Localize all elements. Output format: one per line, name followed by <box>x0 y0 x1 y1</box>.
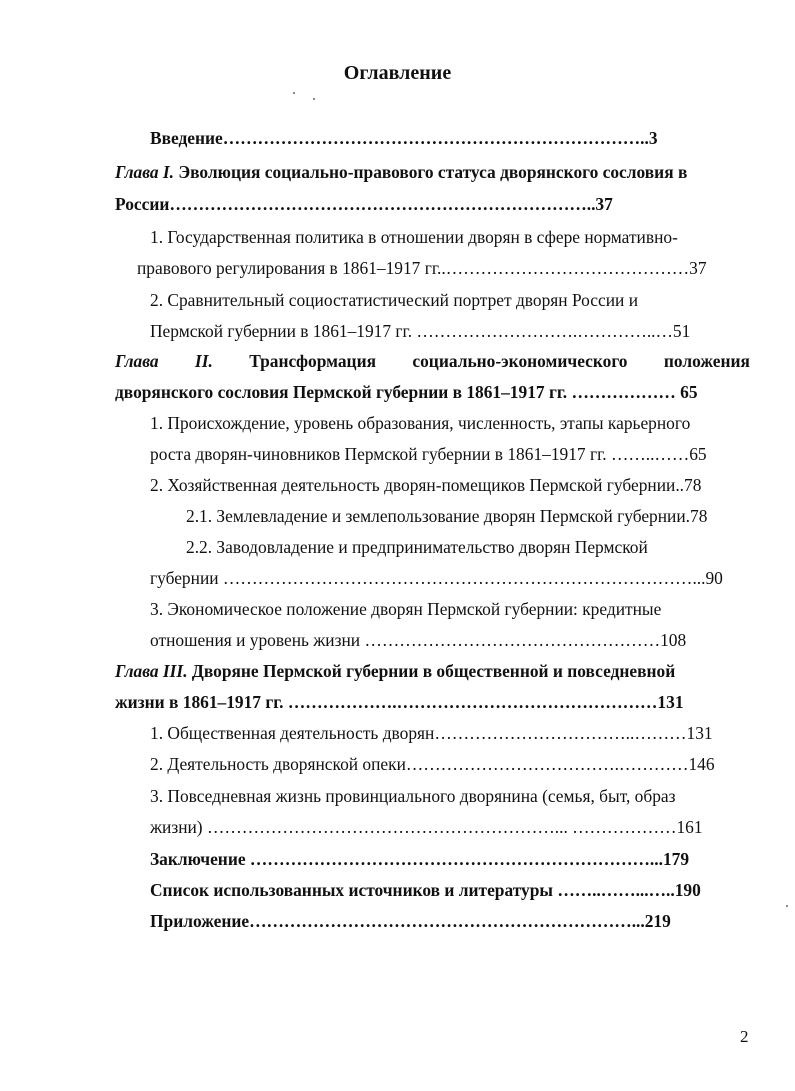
toc-entry-2-3-line2: отношения и уровень жизни ……………………………………………108 <box>150 630 687 650</box>
scan-speck <box>293 92 295 94</box>
toc-entry-intro[interactable]: Введение………………………………………………………………..3 <box>150 128 658 148</box>
toc-entry-conclusion[interactable]: Заключение ……………………………………………………………...179 <box>150 849 690 869</box>
toc-entry-1-2-line2: Пермской губернии в 1861–1917 гг. ……………………….…………..…51 <box>150 321 691 341</box>
chapter-3-prefix: Глава III. <box>115 661 188 681</box>
toc-entry-2-1-line1[interactable]: 1. Происхождение, уровень образования, численность, этапы карьерного <box>150 413 691 433</box>
toc-entry-chapter-3[interactable] <box>115 660 750 682</box>
toc-entry-2-2[interactable]: 2. Хозяйственная деятельность дворян-помещиков Пермской губернии..78 <box>150 475 702 495</box>
toc-entry-2-2-1[interactable]: 2.1. Землевладение и землепользование дворян Пермской губернии.78 <box>186 506 708 526</box>
toc-entry-3-1[interactable]: 1. Общественная деятельность дворян……………………………..………131 <box>150 723 713 743</box>
chapter-2-word-5: положения <box>663 351 750 371</box>
chapter-1-title-line1: Эволюция социально-правового статуса дворянского сословия в <box>174 162 688 182</box>
toc-entry-chapter-1[interactable] <box>115 161 750 183</box>
toc-entry-2-2-2-line2: губернии ………………………………………………………………………...90 <box>150 568 723 588</box>
chapter-3-title-line2: жизни в 1861–1917 гг. ……………….………………………………………131 <box>115 692 684 712</box>
chapter-1-prefix: Глава I. <box>115 162 175 182</box>
scan-speck <box>786 905 788 907</box>
page-title: Оглавление <box>343 62 452 84</box>
toc-entry-2-2-2-line1[interactable]: 2.2. Заводовладение и предпринимательство дворян Пермской <box>186 537 648 557</box>
chapter-2-word-2: II. <box>194 351 213 371</box>
chapter-2-word-3: Трансформация <box>249 351 377 371</box>
toc-entry-2-3-line1[interactable]: 3. Экономическое положение дворян Пермской губернии: кредитные <box>150 599 662 619</box>
toc-entry-3-2[interactable]: 2. Деятельность дворянской опеки……………………………….…………146 <box>150 754 715 774</box>
toc-entry-1-1-line2: правового регулирования в 1861–1917 гг..……………………………………37 <box>137 258 707 278</box>
toc-entry-1-2-line1[interactable]: 2. Сравнительный социостатистический портрет дворян России и <box>150 290 639 310</box>
chapter-3-title-line1: Дворяне Пермской губернии в общественной и повседневной <box>187 661 676 681</box>
toc-entry-appendix[interactable]: Приложение…………………………………………………………...219 <box>150 911 671 931</box>
toc-entry-3-3-line2: жизни) ……………………………………………………... ………………161 <box>150 817 703 837</box>
toc-entry-3-3-line1[interactable]: 3. Повседневная жизнь провинциального дворянина (семья, быт, образ <box>150 786 676 806</box>
toc-entry-1-1-line1[interactable]: 1. Государственная политика в отношении дворян в сфере нормативно- <box>150 227 678 247</box>
chapter-1-title-line2: России………………………………………………………………..37 <box>115 194 613 214</box>
toc-entry-sources[interactable]: Список использованных источников и литературы ……..……...…..190 <box>150 880 701 900</box>
chapter-2-title-line2: дворянского сословия Пермской губернии в 1861–1917 гг. ……………… 65 <box>115 382 698 402</box>
toc-entry-chapter-2[interactable] <box>115 350 750 372</box>
page-number: 2 <box>740 1027 749 1046</box>
chapter-2-word-4: социально-экономического <box>412 351 628 371</box>
toc-entry-2-1-line2: роста дворян-чиновников Пермской губернии в 1861–1917 гг. ……..……65 <box>150 444 707 464</box>
chapter-2-word-1: Глава <box>115 351 159 371</box>
scan-speck <box>313 98 315 100</box>
